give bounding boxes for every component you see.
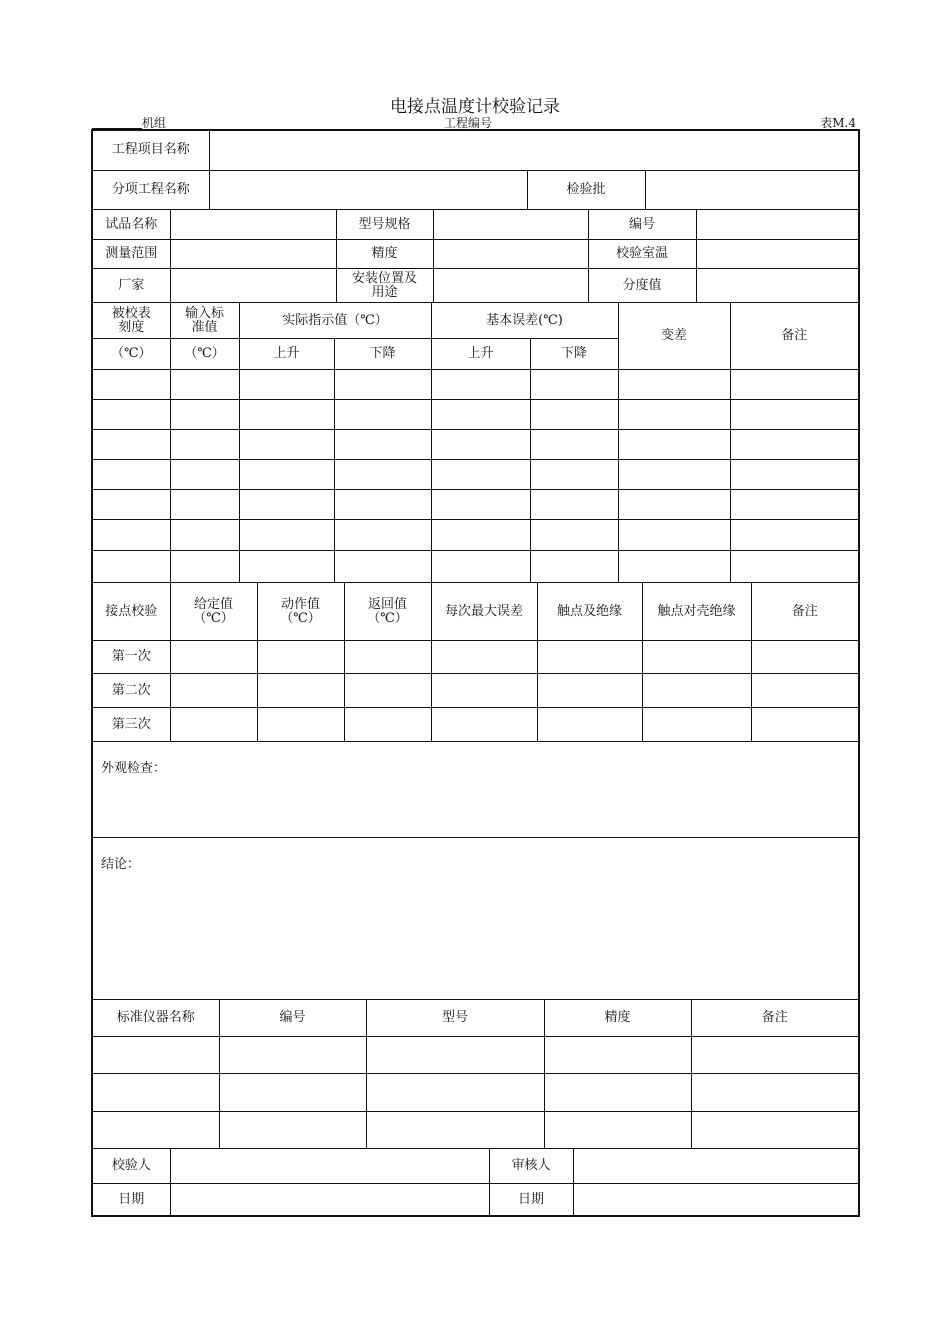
page-title: 电接点温度计校验记录: [390, 97, 560, 117]
table-row: [93, 460, 858, 490]
table-cell[interactable]: [257, 708, 344, 742]
inspector-date-field[interactable]: [170, 1184, 489, 1216]
table-row: [93, 708, 858, 742]
table-cell[interactable]: [618, 400, 730, 430]
table-cell[interactable]: [530, 430, 618, 460]
table-cell[interactable]: [344, 708, 431, 742]
model-spec-label: 型号规格: [336, 210, 433, 240]
table-cell[interactable]: [239, 370, 334, 400]
table-cell[interactable]: [170, 708, 257, 742]
table-cell[interactable]: [431, 490, 530, 520]
set-value-text: 给定值: [193, 596, 233, 612]
shell-insulation-header: 触点对壳绝缘: [642, 583, 751, 641]
table-cell[interactable]: [334, 400, 431, 430]
table-cell[interactable]: [618, 370, 730, 400]
action-value-text: 动作值: [280, 596, 320, 612]
reviewer-field[interactable]: [573, 1149, 858, 1184]
table-cell[interactable]: [544, 1074, 691, 1112]
table-cell[interactable]: [618, 430, 730, 460]
table-cell[interactable]: [93, 430, 170, 460]
table-cell[interactable]: [93, 460, 170, 490]
table-row: [93, 490, 858, 520]
table-cell[interactable]: [618, 520, 730, 551]
serial-no-field[interactable]: [696, 210, 858, 240]
instrument-serial-header: 编号: [219, 1000, 366, 1037]
contact-check-block: [93, 582, 858, 742]
table-cell[interactable]: [344, 641, 431, 674]
table-row: [93, 1074, 858, 1112]
table-cell[interactable]: [431, 520, 530, 551]
table-cell[interactable]: [537, 641, 642, 674]
table-row: [93, 1037, 858, 1074]
table-cell[interactable]: [530, 460, 618, 490]
table-cell[interactable]: [730, 460, 858, 490]
table-cell[interactable]: [530, 370, 618, 400]
table-cell[interactable]: [219, 1112, 366, 1149]
table-cell[interactable]: [618, 551, 730, 583]
table-cell[interactable]: [93, 1112, 219, 1149]
sample-name-label: 试品名称: [93, 210, 170, 240]
manufacturer-field[interactable]: [170, 269, 336, 303]
table-cell[interactable]: [366, 1112, 544, 1149]
table-cell[interactable]: [530, 551, 618, 583]
input-unit: （℃）: [170, 339, 239, 370]
table-cell[interactable]: [730, 400, 858, 430]
inspection-batch-field[interactable]: [645, 170, 858, 209]
table-cell[interactable]: [431, 708, 537, 742]
project-name-field[interactable]: [209, 131, 858, 170]
division-field[interactable]: [696, 269, 858, 303]
actual-fall-header: 下降: [334, 339, 431, 370]
table-cell[interactable]: [537, 708, 642, 742]
table-cell[interactable]: [730, 370, 858, 400]
table-cell[interactable]: [530, 490, 618, 520]
table-row: [93, 430, 858, 460]
table-cell[interactable]: [239, 430, 334, 460]
table-cell[interactable]: [219, 1037, 366, 1074]
table-cell[interactable]: [93, 1074, 219, 1112]
table-row: [93, 400, 858, 430]
table-cell[interactable]: [691, 1037, 858, 1074]
contact-remark-header: 备注: [751, 583, 858, 641]
table-cell[interactable]: [334, 460, 431, 490]
second-attempt-label: 第二次: [93, 674, 170, 708]
table-cell[interactable]: [530, 400, 618, 430]
manufacturer-label: 厂家: [93, 269, 170, 303]
set-value-unit: （℃）: [193, 610, 234, 626]
first-attempt-label: 第一次: [93, 641, 170, 674]
scale-unit: （℃）: [93, 339, 170, 370]
division-label: 分度值: [588, 269, 696, 303]
return-value-text: 返回值: [367, 596, 407, 612]
error-rise-header: 上升: [431, 339, 530, 370]
basic-error-header: 基本误差(℃): [431, 303, 618, 339]
contact-check-label: 接点校验: [93, 583, 170, 641]
table-cell[interactable]: [170, 460, 239, 490]
scale-header-line1: 被校表: [111, 305, 151, 321]
form-number: 表M.4: [820, 116, 856, 130]
table-cell[interactable]: [751, 641, 858, 674]
table-cell[interactable]: [642, 641, 751, 674]
table-cell[interactable]: [537, 674, 642, 708]
table-cell[interactable]: [691, 1112, 858, 1149]
table-cell[interactable]: [691, 1074, 858, 1112]
inspector-field[interactable]: [170, 1149, 489, 1184]
table-cell[interactable]: [334, 490, 431, 520]
table-cell[interactable]: [170, 520, 239, 551]
table-cell[interactable]: [93, 520, 170, 551]
input-standard-line1: 输入标: [184, 305, 224, 321]
conclusion-label: 结论：: [101, 857, 141, 872]
install-position-line2: 用途: [371, 284, 398, 300]
table-cell[interactable]: [170, 641, 257, 674]
table-cell[interactable]: [334, 520, 431, 551]
third-attempt-label: 第三次: [93, 708, 170, 742]
table-cell[interactable]: [170, 370, 239, 400]
table-cell[interactable]: [642, 708, 751, 742]
table-cell[interactable]: [751, 708, 858, 742]
table-cell[interactable]: [431, 460, 530, 490]
remarks-block: [93, 741, 858, 1000]
inspector-label: 校验人: [93, 1149, 170, 1184]
sample-name-field[interactable]: [170, 210, 336, 240]
reviewer-label: 审核人: [489, 1149, 573, 1184]
return-value-unit: （℃）: [367, 610, 408, 626]
table-cell[interactable]: [93, 490, 170, 520]
action-value-unit: （℃）: [280, 610, 321, 626]
table-cell[interactable]: [334, 370, 431, 400]
install-position-line1: 安装位置及: [351, 270, 417, 286]
install-position-field[interactable]: [433, 269, 588, 303]
table-cell[interactable]: [93, 551, 170, 583]
max-error-header: 每次最大误差: [431, 583, 537, 641]
table-cell[interactable]: [93, 370, 170, 400]
table-cell[interactable]: [544, 1112, 691, 1149]
table-cell[interactable]: [239, 400, 334, 430]
table-cell[interactable]: [344, 674, 431, 708]
table-cell[interactable]: [730, 430, 858, 460]
install-position-label: [336, 269, 433, 303]
instrument-name-header: 标准仪器名称: [93, 1000, 219, 1037]
appearance-check-label: 外观检查：: [101, 761, 167, 776]
calibration-block: [93, 302, 858, 583]
table-cell[interactable]: [366, 1074, 544, 1112]
table-row: [93, 551, 858, 583]
table-row: [93, 674, 858, 708]
table-row: [93, 641, 858, 674]
sample-info-block: [93, 209, 858, 303]
accuracy-label: 精度: [336, 240, 433, 269]
project-code-label: 工程编号: [444, 116, 493, 130]
calib-remark-header: 备注: [730, 303, 858, 370]
table-cell[interactable]: [642, 674, 751, 708]
table-row: [93, 370, 858, 400]
serial-no-label: 编号: [588, 210, 696, 240]
table-cell[interactable]: [431, 641, 537, 674]
table-cell[interactable]: [170, 430, 239, 460]
table-cell[interactable]: [730, 490, 858, 520]
input-standard-line2: 准值: [191, 319, 218, 335]
table-cell[interactable]: [334, 551, 431, 583]
error-fall-header: 下降: [530, 339, 618, 370]
table-cell[interactable]: [334, 430, 431, 460]
table-cell[interactable]: [431, 400, 530, 430]
input-standard-header: [170, 303, 239, 339]
table-cell[interactable]: [170, 674, 257, 708]
actual-reading-header: 实际指示值（℃）: [239, 303, 431, 339]
return-value-header: [344, 583, 431, 641]
table-cell[interactable]: [239, 490, 334, 520]
conclusion[interactable]: [93, 838, 858, 1000]
model-spec-field[interactable]: [433, 210, 588, 240]
inspector-date-label: 日期: [93, 1184, 170, 1216]
instrument-remark-header: 备注: [691, 1000, 858, 1037]
reviewer-date-field[interactable]: [573, 1184, 858, 1216]
table-cell[interactable]: [431, 551, 530, 583]
table-cell[interactable]: [730, 551, 858, 583]
table-cell[interactable]: [239, 460, 334, 490]
table-cell[interactable]: [530, 520, 618, 551]
appearance-check[interactable]: [93, 742, 858, 838]
table-cell[interactable]: [219, 1074, 366, 1112]
scale-header: [93, 303, 170, 339]
table-cell[interactable]: [618, 490, 730, 520]
table-cell[interactable]: [257, 641, 344, 674]
table-cell[interactable]: [618, 460, 730, 490]
table-cell[interactable]: [170, 490, 239, 520]
table-cell[interactable]: [751, 674, 858, 708]
instruments-block: [93, 999, 858, 1149]
scale-header-line2: 刻度: [118, 319, 145, 335]
actual-rise-header: 上升: [239, 339, 334, 370]
lab-temp-field[interactable]: [696, 240, 858, 269]
accuracy-field[interactable]: [433, 240, 588, 269]
set-value-header: [170, 583, 257, 641]
table-cell[interactable]: [239, 551, 334, 583]
table-cell[interactable]: [431, 430, 530, 460]
table-cell[interactable]: [93, 1037, 219, 1074]
table-row: [93, 1112, 858, 1149]
table-cell[interactable]: [431, 370, 530, 400]
instrument-model-header: 型号: [366, 1000, 544, 1037]
variation-header: 变差: [618, 303, 730, 370]
reviewer-date-label: 日期: [489, 1184, 573, 1216]
table-cell[interactable]: [730, 520, 858, 551]
table-cell[interactable]: [544, 1037, 691, 1074]
instrument-accuracy-header: 精度: [544, 1000, 691, 1037]
sub-project-name-label: 分项工程名称: [93, 170, 209, 209]
inspection-batch-label: 检验批: [527, 170, 645, 209]
lab-temp-label: 校验室温: [588, 240, 696, 269]
project-name-label: 工程项目名称: [93, 131, 209, 170]
table-cell[interactable]: [170, 400, 239, 430]
insulation-header: 触点及绝缘: [537, 583, 642, 641]
action-value-header: [257, 583, 344, 641]
table-cell[interactable]: [366, 1037, 544, 1074]
table-row: [93, 520, 858, 551]
sub-project-name-field[interactable]: [209, 170, 527, 209]
table-cell[interactable]: [93, 400, 170, 430]
measure-range-label: 测量范围: [93, 240, 170, 269]
measure-range-field[interactable]: [170, 240, 336, 269]
table-cell[interactable]: [431, 674, 537, 708]
record-sheet: [91, 129, 860, 1217]
signature-block: [93, 1148, 858, 1216]
table-cell[interactable]: [170, 551, 239, 583]
project-info-block: [93, 131, 858, 210]
unit-label: 机组: [142, 116, 167, 130]
table-cell[interactable]: [239, 520, 334, 551]
table-cell[interactable]: [257, 674, 344, 708]
